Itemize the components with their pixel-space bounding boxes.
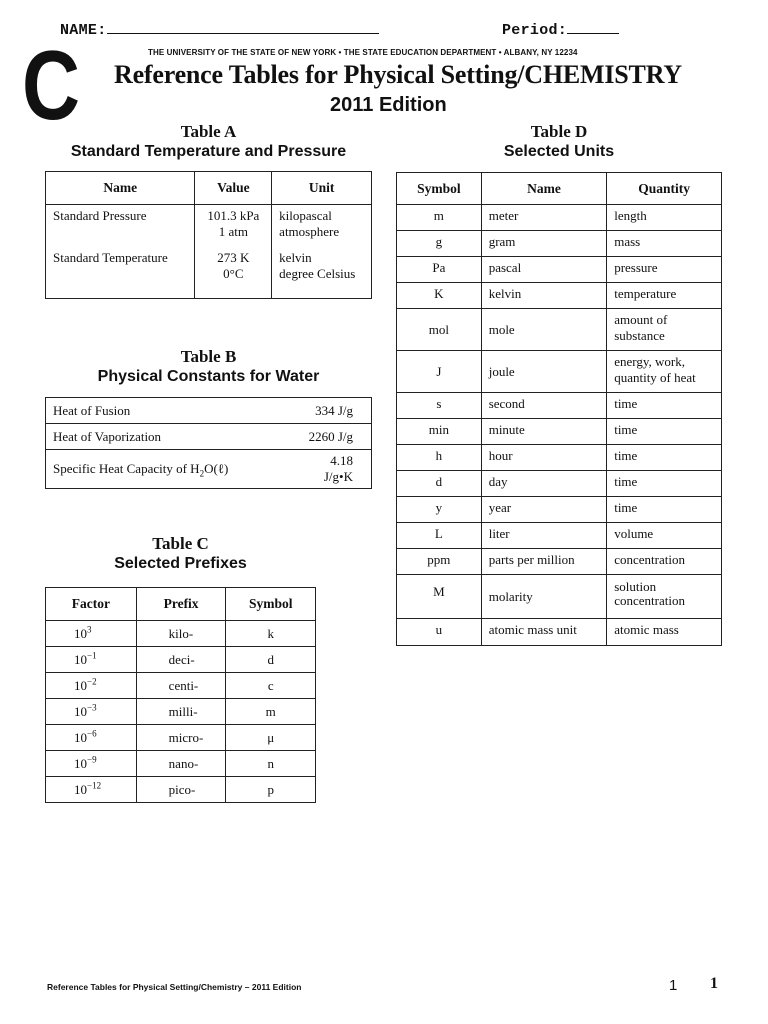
table-a-header-value: Value [195,172,272,205]
table-d-name: mole [488,321,515,337]
table-d-quantity: time [614,474,638,489]
name-field[interactable] [60,20,379,39]
table-d-quantity: time [614,448,638,463]
table-d-header-quantity: Quantity [607,173,722,205]
table-d-symbol: s [436,396,442,411]
table-c-factor: $10^{-1}$ [74,650,97,667]
table-row [46,673,316,699]
table-c-prefix: pico- [168,781,196,797]
table-d-quantity: atomic mass [614,622,679,637]
table-row [46,398,372,424]
table-row [46,424,372,450]
table-b-text: Specific Heat Capacity of H [53,461,200,476]
table-d-subtitle: Selected Units [503,143,615,160]
table-c-symbol: μ [267,729,275,745]
table-c-prefix: kilo- [168,625,194,641]
table-d-heading [396,122,722,162]
table-d-symbol: h [435,448,443,463]
table-c [45,587,316,803]
period-label: Period: [502,22,568,39]
table-c-header-factor: Factor [46,588,137,621]
table-row [397,231,722,257]
table-row [46,621,316,647]
table-d-quantity: concentration [614,552,685,567]
table-row [46,725,316,751]
table-c-label: Table C [152,534,209,553]
table-d-symbol: g [435,234,443,249]
table-row [46,247,372,299]
table-c-factor: $10^{-9}$ [74,754,97,771]
chemistry-letter-logo: C [22,30,81,140]
table-row [46,751,316,777]
table-d-symbol: K [434,286,444,301]
table-d-name: kelvin [488,286,522,301]
table-d-quantity: temperature [614,286,677,301]
table-c-subtitle: Selected Prefixes [114,555,247,572]
table-row [397,445,722,471]
table-d-symbol: J [436,363,442,379]
footer-text: Reference Tables for Physical Setting/Chemistry – 2011 Edition [47,982,302,992]
table-c-prefix: centi- [168,677,199,693]
table-a-subtitle: Standard Temperature and Pressure [70,143,347,160]
table-b-cell: Heat of Fusion [53,402,131,418]
table-a-header-row [46,172,372,205]
table-row [397,393,722,419]
table-d-name: pascal [488,260,522,275]
table-row [46,699,316,725]
table-c-factor: $10^{-2}$ [74,676,97,693]
table-d-symbol: ppm [427,552,451,567]
table-row [46,777,316,803]
table-c-header-row [46,588,316,621]
table-c-symbol: m [265,703,276,719]
table-c-symbol: p [267,781,274,797]
table-d-header-row [397,173,722,205]
table-row [397,309,722,351]
table-d-quantity: solution concentration [614,579,685,608]
page-number: 1 [669,977,678,994]
table-d-header-symbol: Symbol [397,173,482,205]
table-c-symbol: d [267,651,274,667]
table-row [397,471,722,497]
table-a-cell: 1 atm [218,224,248,239]
table-d-name: meter [488,208,519,223]
table-d-name: minute [488,422,525,437]
table-c-header-prefix: Prefix [136,588,226,621]
table-d-quantity: time [614,396,638,411]
table-d-symbol: min [428,422,449,437]
table-a-header-unit: Unit [272,172,372,205]
university-line: THE UNIVERSITY OF THE STATE OF NEW YORK • THE STATE EDUCATION DEPARTMENT • ALBANY, NY 12234 [148,48,578,57]
table-row [397,283,722,309]
table-d-name: second [488,396,525,411]
table-a-label: Table A [180,122,237,141]
table-b-label: Table B [180,347,237,366]
table-a-cell: Standard Pressure [53,208,147,223]
table-c-header-symbol: Symbol [226,588,316,621]
table-d-symbol: d [435,474,443,489]
table-row [397,549,722,575]
table-d-symbol: mol [428,321,449,337]
name-blank[interactable] [107,20,379,34]
table-a-header-name: Name [46,172,195,205]
table-d-name: year [488,500,512,515]
table-b-cell: Heat of Vaporization [53,428,162,444]
table-row [397,205,722,231]
table-row [46,205,372,247]
table-b-cell: 4.18 J/g•K [323,453,353,484]
table-row [46,450,372,489]
table-c-symbol: c [267,677,274,693]
table-d-symbol: L [434,526,443,541]
table-b-text: O(ℓ) [204,461,229,476]
table-d-quantity: mass [614,234,641,249]
table-d-quantity: volume [614,526,654,541]
table-d-symbol: y [435,500,443,515]
table-c-prefix: milli- [168,703,198,719]
table-row [397,575,722,619]
table-d-name: molarity [488,588,533,604]
table-a-cell: Standard Temperature [53,249,168,265]
table-d-name: joule [488,363,515,379]
table-c-symbol: n [267,755,274,771]
table-row [397,419,722,445]
table-b-subtitle: Physical Constants for Water [97,368,320,385]
page-number-bold: 1 [710,975,718,992]
table-row [397,257,722,283]
table-d-label: Table D [530,122,588,141]
table-d-quantity: time [614,500,638,515]
table-d-quantity: energy, work, quantity of heat [614,354,696,385]
table-d-name: atomic mass unit [488,622,577,637]
table-a-cell: 0°C [223,265,244,281]
table-c-prefix: deci- [168,651,195,667]
table-d-name: gram [488,234,516,249]
table-b-cell [46,458,295,480]
table-row [46,647,316,673]
table-row [397,523,722,549]
table-d-symbol: u [435,622,443,637]
table-d-name: day [488,474,508,489]
table-d-quantity: time [614,422,638,437]
table-row [397,351,722,393]
name-label: NAME: [60,22,107,39]
table-c-factor: $10^{-12}$ [74,780,102,797]
table-d-symbol: M [433,584,445,599]
table-row [397,497,722,523]
table-a-cell: 101.3 kPa [207,208,260,223]
table-d-name: liter [488,526,510,541]
period-blank[interactable] [567,20,619,34]
table-c-factor: $10^{-3}$ [74,702,97,719]
page-title: Reference Tables for Physical Setting/CHEMISTRY [114,60,682,89]
table-a-cell: degree Celsius [279,265,356,281]
table-b [45,397,372,489]
table-d-name: parts per million [488,552,575,567]
table-d-symbol: Pa [432,260,446,275]
table-b-cell: 334 J/g [315,402,353,418]
table-d-quantity: pressure [614,260,658,275]
period-field[interactable] [502,20,619,39]
table-a-cell: atmosphere [279,224,340,239]
table-b-cell: 2260 J/g [308,428,353,444]
table-c-factor: $10^{-6}$ [74,728,97,745]
table-c-symbol: k [267,625,274,641]
table-a-cell: kilopascal [279,208,332,223]
table-d-name: hour [488,448,513,463]
edition-label: 2011 Edition [330,94,447,116]
table-row [397,619,722,646]
table-c-heading [45,534,316,574]
table-a-heading [45,122,372,162]
table-c-prefix: nano- [168,755,199,771]
table-b-heading [45,347,372,387]
table-a [45,171,372,299]
table-d-quantity: length [614,208,647,223]
table-d-header-name: Name [481,173,607,205]
table-d [396,172,722,646]
table-d-quantity: amount of substance [614,312,668,343]
table-b-subscript: 2 [199,468,205,479]
table-d-symbol: m [433,208,444,223]
table-c-factor: $10^3$ [74,624,92,641]
table-a-cell: kelvin [279,249,312,265]
table-a-cell: 273 K [217,249,250,265]
table-c-prefix: micro- [168,729,204,745]
